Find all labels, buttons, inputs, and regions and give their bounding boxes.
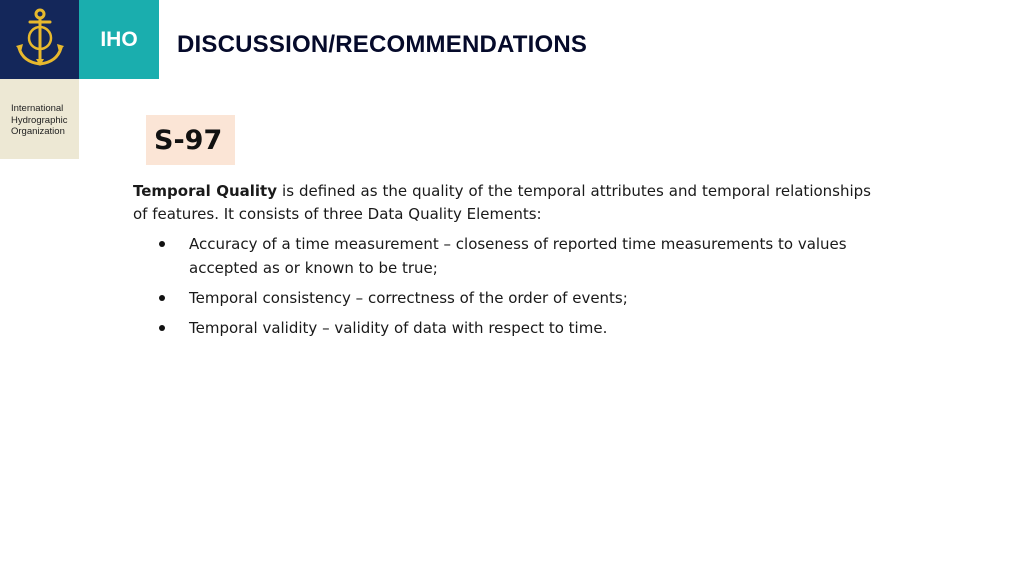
org-name bbox=[11, 103, 68, 138]
bullet-icon bbox=[159, 295, 165, 301]
org-line: Organization bbox=[11, 126, 65, 137]
list-item-text: Temporal validity – validity of data with respect to time. bbox=[189, 319, 608, 337]
standard-badge-label: S-97 bbox=[154, 125, 223, 156]
anchor-emblem-icon bbox=[13, 8, 67, 70]
list-item-text: Temporal consistency – correctness of the order of events; bbox=[189, 289, 628, 307]
definition-paragraph bbox=[133, 180, 871, 226]
standard-badge bbox=[146, 115, 235, 165]
brand-label: IHO bbox=[100, 28, 138, 51]
definition-text: is defined as the quality of the temporal attributes and temporal relationships of features. It consists of three Data Quality Elements: bbox=[133, 182, 871, 223]
defined-term: Temporal Quality bbox=[133, 182, 278, 200]
list-item bbox=[133, 232, 871, 280]
list-item-text: Accuracy of a time measurement – closeness of reported time measurements to values accepted as or known to be true; bbox=[189, 235, 847, 277]
org-line: International bbox=[11, 103, 64, 114]
element-list bbox=[133, 232, 871, 340]
definition-block bbox=[133, 180, 871, 346]
bullet-icon bbox=[159, 241, 165, 247]
page-title: DISCUSSION/RECOMMENDATIONS bbox=[177, 31, 588, 58]
brand-tile bbox=[79, 0, 159, 79]
list-item bbox=[133, 316, 871, 340]
bullet-icon bbox=[159, 325, 165, 331]
org-name-tile bbox=[0, 79, 79, 159]
list-item bbox=[133, 286, 871, 310]
iho-emblem bbox=[0, 0, 79, 79]
org-line: Hydrographic bbox=[11, 114, 68, 126]
